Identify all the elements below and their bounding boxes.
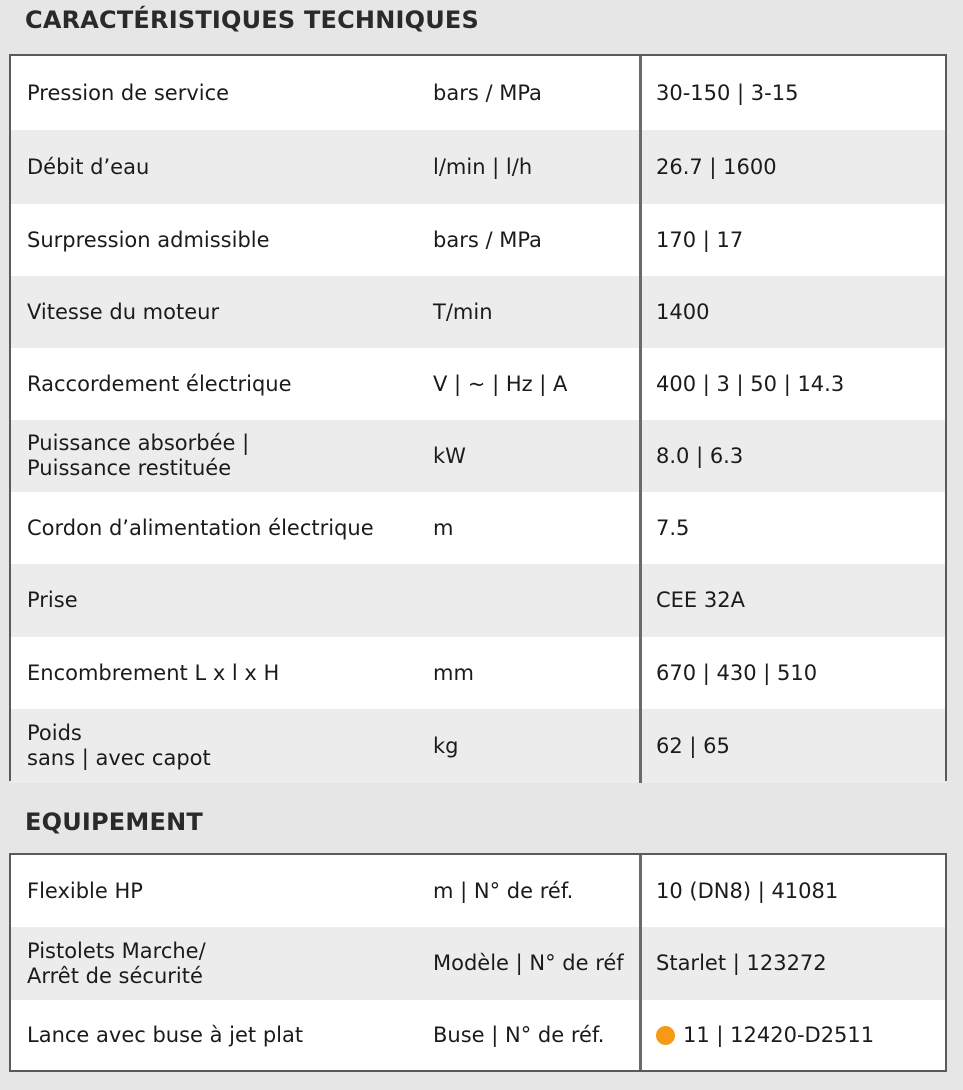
row-unit: V | ~ | Hz | A [433, 371, 568, 396]
table-row [11, 1000, 945, 1070]
table-row [11, 927, 945, 1000]
table-row [11, 276, 945, 348]
row-unit: bars / MPa [433, 227, 542, 252]
table-row [11, 420, 945, 492]
row-value: 400 | 3 | 50 | 14.3 [639, 348, 945, 420]
table-row [11, 637, 945, 709]
table-row [11, 709, 945, 783]
row-value: 670 | 430 | 510 [639, 637, 945, 709]
nozzle-color-dot-icon [656, 1026, 675, 1045]
equipment-section-title: EQUIPEMENT [25, 808, 203, 836]
table-row [11, 492, 945, 564]
row-value: 11 | 12420-D2511 [639, 1000, 945, 1070]
row-label [11, 431, 423, 481]
row-label-line1: Puissance absorbée | [27, 431, 250, 455]
row-value: Starlet | 123272 [639, 927, 945, 1000]
row-label-line2: sans | avec capot [27, 746, 211, 770]
row-value: 170 | 17 [639, 204, 945, 276]
row-label: Prise [27, 588, 78, 612]
row-label-line1: Poids [27, 721, 82, 745]
row-unit: Modèle | N° de réf [433, 951, 624, 975]
table-row [11, 56, 945, 130]
row-unit: kg [433, 733, 459, 758]
row-label-line2: Puissance restituée [27, 456, 232, 480]
row-label: Flexible HP [27, 878, 143, 903]
row-label-line1: Pistolets Marche/ [27, 938, 206, 963]
tech-specs-table [9, 54, 947, 781]
row-value: 1400 [639, 276, 945, 348]
row-label-line2: Arrêt de sécurité [27, 963, 203, 988]
table-row [11, 130, 945, 204]
row-label: Surpression admissible [27, 227, 270, 252]
tech-section-title: CARACTÉRISTIQUES TECHNIQUES [25, 6, 479, 34]
row-unit: T/min [433, 299, 493, 324]
equipment-table [9, 853, 947, 1072]
table-row [11, 564, 945, 637]
row-unit: l/min | l/h [433, 154, 533, 179]
table-row [11, 348, 945, 420]
row-label: Raccordement électrique [27, 371, 292, 396]
row-label: Cordon d’alimentation électrique [27, 515, 374, 540]
row-unit: kW [433, 443, 466, 468]
row-label: Pression de service [27, 80, 230, 105]
row-label: Lance avec buse à jet plat [27, 1022, 304, 1047]
row-value: 30-150 | 3-15 [639, 56, 945, 130]
row-unit: m | N° de réf. [433, 878, 574, 903]
row-unit: m [433, 515, 454, 540]
row-value: CEE 32A [639, 564, 945, 637]
row-label [11, 721, 423, 771]
row-value: 26.7 | 1600 [639, 130, 945, 204]
row-unit: Buse | N° de réf. [433, 1022, 605, 1047]
row-unit: mm [433, 660, 474, 685]
row-label [11, 939, 423, 989]
table-row [11, 204, 945, 276]
row-value: 10 (DN8) | 41081 [639, 855, 945, 927]
row-label: Vitesse du moteur [27, 299, 220, 324]
row-label: Encombrement L x l x H [27, 660, 280, 685]
row-unit: bars / MPa [433, 80, 542, 105]
row-value: 62 | 65 [639, 709, 945, 783]
table-row [11, 855, 945, 927]
row-value: 8.0 | 6.3 [639, 420, 945, 492]
row-value: 7.5 [639, 492, 945, 564]
row-label: Débit d’eau [27, 154, 150, 179]
